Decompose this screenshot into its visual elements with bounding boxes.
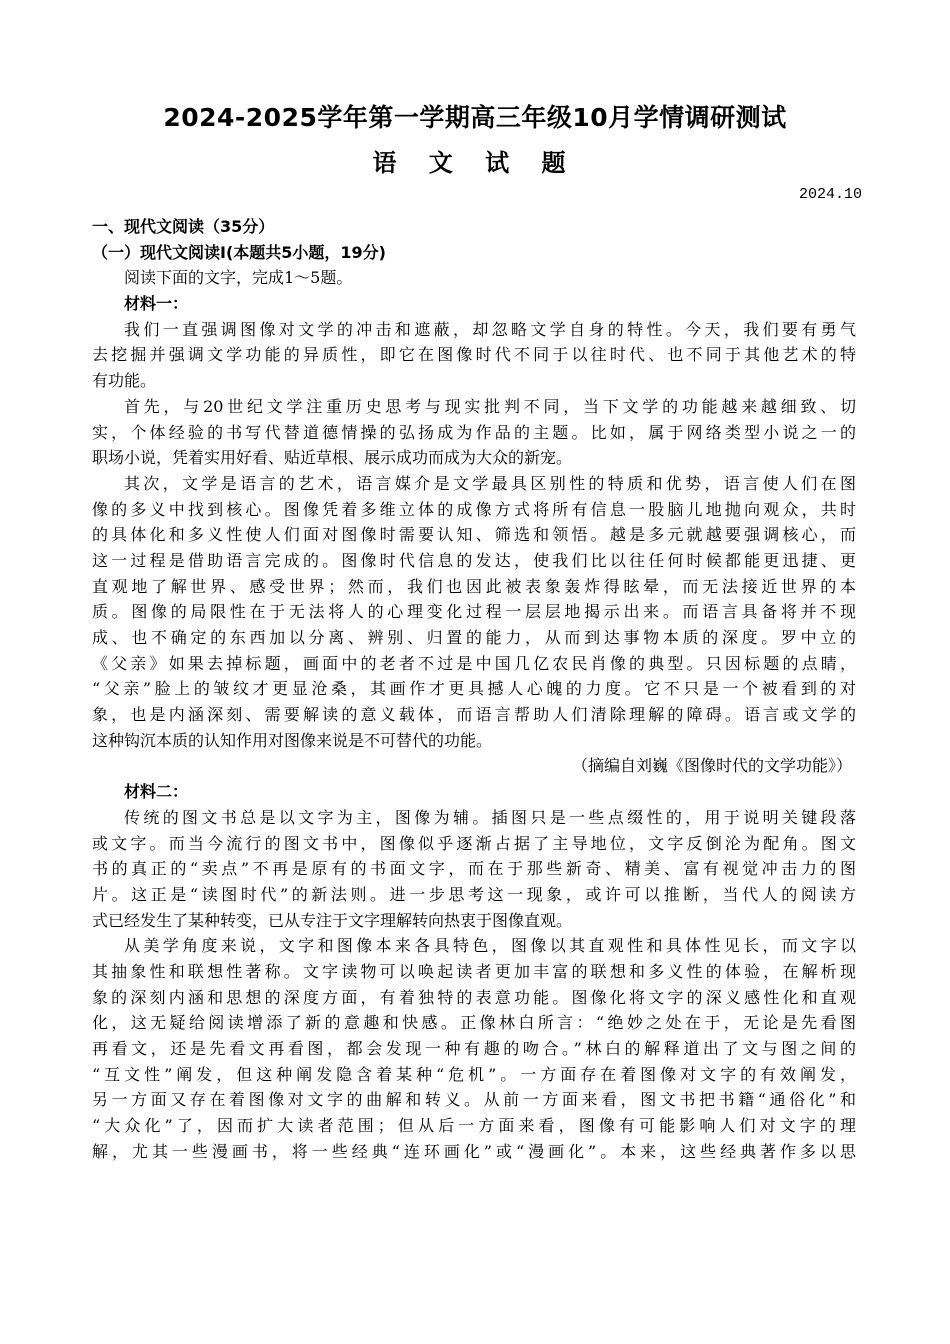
text-line: “父亲”脸上的皱纹才更显沧桑，其画作才更具撼人心魄的力度。它不只是一个被看到的对 bbox=[92, 679, 856, 699]
text-line: 再看文，还是先看文再看图，都会发现一种有趣的吻合。”林白的解释道出了文与图之间的 bbox=[92, 1039, 856, 1058]
text-line: 的具体化和多义性使人们面对图像时需要认知、筛选和领悟。越是多元就越要强调核心，而 bbox=[92, 525, 856, 545]
exam-date: 2024.10 bbox=[798, 186, 862, 203]
exam-title: 2024-2025学年第一学期高三年级10月学情调研测试 bbox=[163, 103, 787, 132]
text-line: 首先，与20世纪文学注重历史思考与现实批判不同，当下文学的功能越来越细致、切 bbox=[124, 396, 856, 416]
instruction-text: 阅读下面的文字，完成1～5题。 bbox=[124, 268, 353, 288]
text-line: 解，尤其一些漫画书，将一些经典“连环画化”或“漫画化”。本来，这些经典著作多以思 bbox=[92, 1141, 856, 1161]
text-line: 片。这正是“读图时代”的新法则。进一步思考这一现象，或许可以推断，当代人的阅读方 bbox=[92, 884, 856, 904]
text-line: 去挖掘并强调文学功能的异质性，即它在图像时代不同于以往时代、也不同于其他艺术的特 bbox=[92, 345, 856, 365]
material-two-paragraph-2 bbox=[92, 933, 856, 1164]
text-line: 职场小说，凭着实用好看、贴近草根、展示成功而成为大众的新宠。 bbox=[92, 448, 573, 468]
text-line: 其抽象性和联想性著称。文字读物可以唤起读者更加丰富的联想和多义性的体验，在解析现 bbox=[92, 961, 856, 981]
text-line: 另一方面又存在着图像对文字的曲解和转义。从前一方面来看，图文书把书籍“通俗化”和 bbox=[92, 1090, 856, 1110]
text-line: 直观地了解世界、感受世界；然而，我们也因此被表象轰炸得眩晕，而无法接近世界的本 bbox=[92, 576, 856, 596]
material-one-label: 材料一： bbox=[124, 294, 189, 314]
material-one-source: （摘编自刘巍《图像时代的文学功能》） bbox=[571, 756, 852, 776]
text-line: 其次，文学是语言的艺术，语言媒介是文学最具区别性的特质和优势，语言使人们在图 bbox=[124, 473, 856, 493]
text-line: “互文性”阐发，但这种阐发隐含着某种“危机”。一方面存在着图像对文字的有效阐发， bbox=[92, 1064, 856, 1084]
text-line: 传统的图文书总是以文字为主，图像为辅。插图只是一些点缀性的，用于说明关键段落 bbox=[124, 807, 856, 827]
text-line: 实，个体经验的书写代替道德情操的弘扬成为作品的主题。比如，属于网络类型小说之一的 bbox=[92, 422, 856, 442]
text-line: “大众化”了，因而扩大读者范围；但从后一方面来看，图像有可能影响人们对文字的理 bbox=[92, 1116, 856, 1136]
text-line: 象的深刻内涵和思想的深度方面，有着独特的表意功能。图像化将文字的深义感性化和直观 bbox=[92, 987, 856, 1007]
text-line: 像的多义中找到核心。图像凭着多维立体的成像方式将所有信息一股脑儿地抛向观众，共时 bbox=[92, 499, 856, 519]
exam-content bbox=[92, 214, 856, 1164]
text-line: 象，也是内涵深刻、需要解读的意义载体，而语言帮助人们清除理解的障碍。语言或文学的 bbox=[92, 705, 856, 725]
text-line: 或文字。而当今流行的图文书中，图像似乎逐渐占据了主导地位，文字反倒沦为配角。图文 bbox=[92, 833, 856, 853]
material-two-paragraph-1 bbox=[92, 805, 856, 933]
text-line: 我们一直强调图像对文学的冲击和遮蔽，却忽略文学自身的特性。今天，我们要有勇气 bbox=[124, 319, 856, 339]
text-line: 从美学角度来说，文字和图像本来各具特色，图像以其直观性和具体性见长，而文字以 bbox=[124, 936, 856, 956]
text-line: 这种钩沉本质的认知作用对图像来说是不可替代的功能。 bbox=[92, 730, 493, 750]
section-subheading: （一）现代文阅读Ⅰ(本题共5小题，19分) bbox=[92, 242, 386, 262]
text-line: 有功能。 bbox=[92, 371, 157, 391]
text-line: 式已经发生了某种转变，已从专注于文字理解转向热衷于图像直观。 bbox=[92, 910, 573, 930]
text-line: 这一过程是借助语言完成的。图像时代信息的发达，使我们比以往任何时候都能更迅捷、更 bbox=[92, 550, 856, 570]
material-one-paragraph-1 bbox=[92, 317, 856, 394]
text-line: 成、也不确定的东西加以分离、辨别、归置的能力，从而到达事物本质的深度。罗中立的 bbox=[92, 628, 856, 647]
text-line: 《父亲》如果去掉标题，画面中的老者不过是中国几亿农民肖像的典型。只因标题的点睛， bbox=[92, 653, 856, 673]
text-line: 书的真正的“卖点”不再是原有的书面文字，而在于那些新奇、精美、富有视觉冲击力的图 bbox=[92, 859, 856, 879]
exam-subject: 语 文 试 题 bbox=[372, 149, 578, 177]
material-two-label: 材料二： bbox=[124, 782, 189, 802]
material-one-paragraph-2 bbox=[92, 394, 856, 471]
text-line: 化，这无疑给阅读增添了新的意趣和快感。正像林白所言：“绝妙之处在于，无论是先看图 bbox=[92, 1013, 856, 1033]
text-line: 质。图像的局限性在于无法将人的心理变化过程一层层地揭示出来。而语言具备将并不现 bbox=[92, 602, 856, 622]
material-one-paragraph-3 bbox=[92, 471, 856, 754]
section-heading: 一、现代文阅读（35分） bbox=[92, 217, 275, 236]
